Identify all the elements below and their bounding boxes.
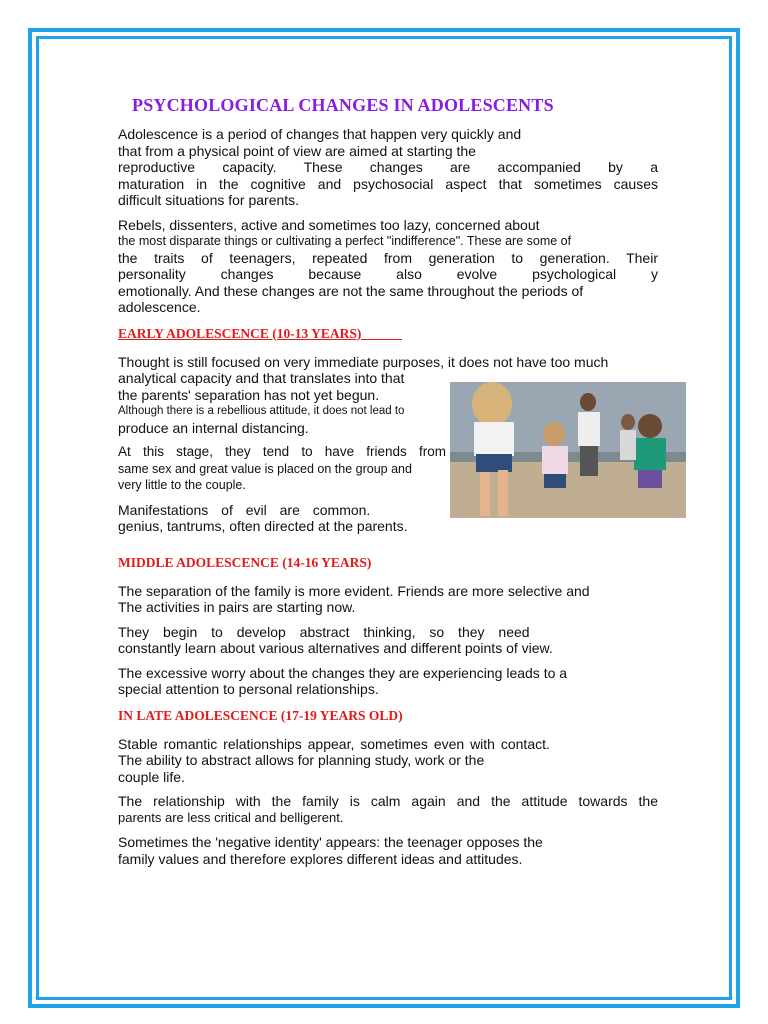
text-line: The ability to abstract allows for planning study, work or the (118, 752, 485, 768)
text-line: special attention to personal relationships. (118, 681, 379, 697)
text-line: the parents' separation has not yet begun. (118, 386, 380, 403)
text-line: The excessive worry about the changes they are experiencing leads to a (118, 664, 568, 681)
text-line: emotionally. And these changes are not the same throughout the periods of (118, 282, 584, 299)
text-line: maturation in the cognitive and psychosocial aspect that sometimes causes (118, 175, 658, 192)
middle-paragraph-3 (118, 665, 658, 698)
text-line: the most disparate things or cultivating a perfect "indifference". These are some of (118, 234, 572, 248)
text-line: parents are less critical and belligerent. (118, 809, 344, 825)
text-line: Manifestations of evil are common. (118, 501, 371, 518)
early-paragraph-3 (118, 502, 446, 535)
late-paragraph-2 (118, 793, 658, 826)
section-heading-middle: MIDDLE ADOLESCENCE (14-16 YEARS) (118, 554, 372, 570)
text-line: reproductive capacity. These changes are accompanied by a (118, 159, 658, 175)
text-line: They begin to develop abstract thinking, so they need (118, 623, 530, 640)
text-line: At this stage, they tend to have friends from (118, 444, 446, 459)
late-paragraph-1 (118, 736, 658, 786)
text-line: couple life. (118, 768, 185, 785)
early-section (118, 354, 658, 535)
text-line: analytical capacity and that translates into that (118, 370, 405, 386)
text-line: The relationship with the family is calm again and the attitude towards the (118, 793, 658, 809)
intro-paragraph-2 (118, 217, 658, 316)
text-line: the traits of teenagers, repeated from generation to generation. Their (118, 249, 658, 266)
section-heading-late: IN LATE ADOLESCENCE (17-19 YEARS OLD) (118, 707, 403, 723)
middle-paragraph-1 (118, 583, 658, 616)
intro-paragraph-1 (118, 126, 658, 209)
text-line: personality changes because also evolve psychological y (118, 266, 658, 282)
text-line: Sometimes the 'negative identity' appears: the teenager opposes the (118, 834, 543, 850)
text-line: difficult situations for parents. (118, 192, 300, 208)
text-line: constantly learn about various alternatives and different points of view. (118, 640, 553, 656)
middle-paragraph-2 (118, 624, 658, 657)
text-line: same sex and great value is placed on the group and (118, 461, 412, 476)
document-body (118, 95, 658, 875)
text-line: genius, tantrums, often directed at the parents. (118, 518, 408, 534)
text-line: adolescence. (118, 299, 201, 315)
text-line: produce an internal distancing. (118, 419, 309, 436)
text-line: Thought is still focused on very immediate purposes, it does not have too much (118, 353, 609, 370)
text-line: The separation of the family is more evident. Friends are more selective and (118, 582, 590, 599)
teenagers-photo-illustration (450, 382, 686, 518)
text-line: very little to the couple. (118, 478, 246, 492)
text-line: Although there is a rebellious attitude, it does not lead to (118, 405, 405, 417)
text-line: family values and therefore explores different ideas and attitudes. (118, 850, 523, 867)
text-line: The activities in pairs are starting now. (118, 599, 356, 615)
text-line: Adolescence is a period of changes that happen very quickly and (118, 126, 522, 142)
text-line: that from a physical point of view are aimed at starting the (118, 142, 476, 159)
early-paragraph-2 (118, 444, 446, 494)
late-paragraph-3 (118, 834, 658, 867)
section-heading-early: EARLY ADOLESCENCE (10-13 YEARS)______ (118, 325, 402, 341)
text-line: Stable romantic relationships appear, sometimes even with contact. (118, 735, 550, 752)
text-line: Rebels, dissenters, active and sometimes too lazy, concerned about (118, 216, 540, 233)
teenagers-photo (450, 382, 686, 518)
document-title: PSYCHOLOGICAL CHANGES IN ADOLESCENTS (132, 95, 554, 115)
